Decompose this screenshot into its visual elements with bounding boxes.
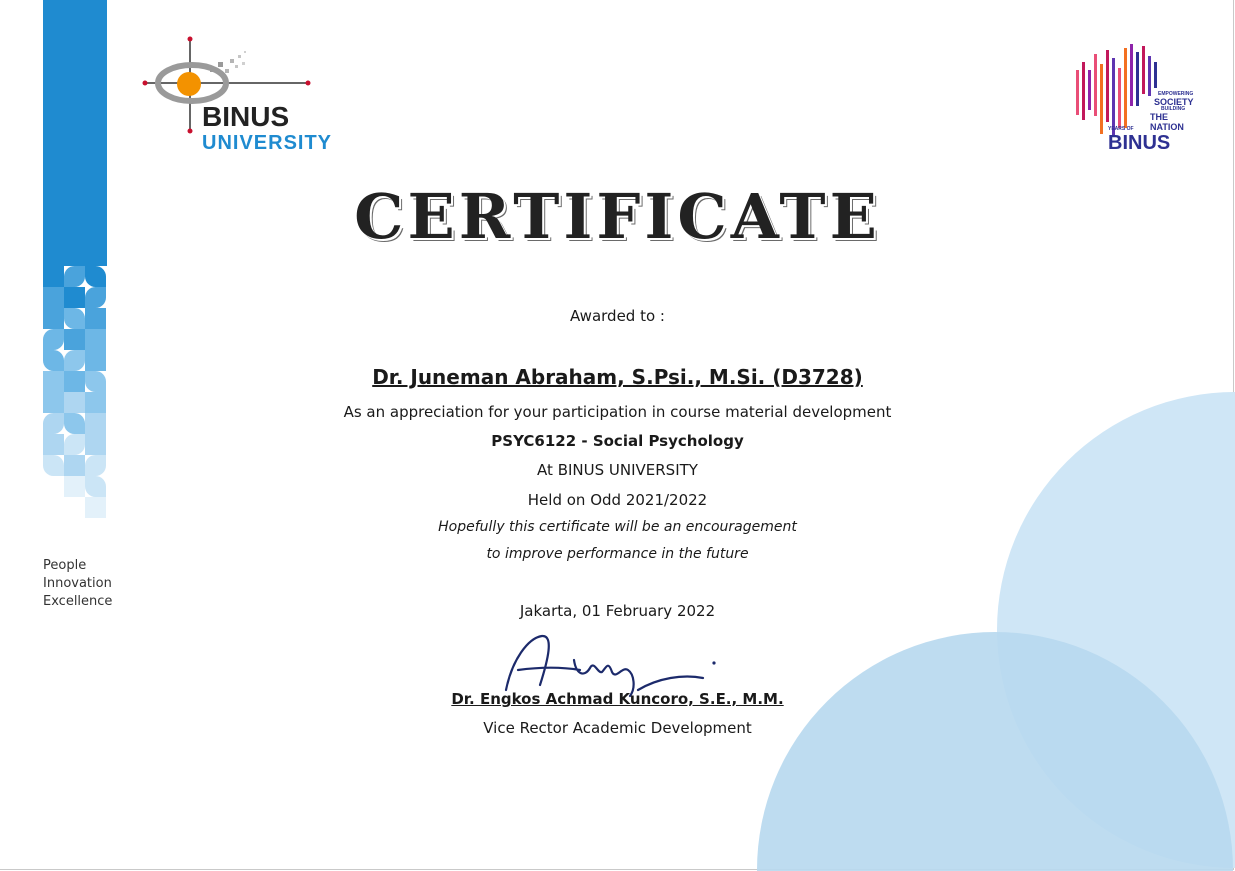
mosaic-tile xyxy=(64,287,85,308)
appreciation-text: As an appreciation for your participation in course material development xyxy=(343,403,892,421)
mosaic-tile xyxy=(43,329,64,350)
course-name: PSYC6122 - Social Psychology xyxy=(491,432,744,450)
mosaic-tile xyxy=(85,266,106,287)
encouragement-line-2: to improve performance in the future xyxy=(486,546,749,562)
anniv-the-nation: THE NATION xyxy=(1150,112,1184,132)
awarded-to-label: Awarded to : xyxy=(570,307,665,325)
anniversary-logo xyxy=(1072,40,1194,155)
tagline-innovation: Innovation xyxy=(43,576,112,591)
encouragement-line-1: Hopefully this certificate will be an encouragement xyxy=(438,519,797,535)
held-period: Held on Odd 2021/2022 xyxy=(527,491,708,509)
signer-name: Dr. Engkos Achmad Kuncoro, S.E., M.M. xyxy=(451,690,784,708)
anniv-years-of: YEARS OF xyxy=(1108,126,1134,132)
mosaic-tile xyxy=(64,329,85,350)
anniv-binus: BINUS xyxy=(1108,132,1171,154)
tagline-people: People xyxy=(43,558,87,573)
binus-university-logo xyxy=(140,35,340,155)
mosaic-tile xyxy=(43,266,64,287)
mosaic-tile xyxy=(64,266,85,287)
place-and-date: Jakarta, 01 February 2022 xyxy=(519,602,716,620)
mosaic-tile xyxy=(85,287,106,308)
university-wordmark: UNIVERSITY xyxy=(202,132,333,154)
anniv-society: SOCIETY xyxy=(1154,97,1194,107)
signer-title: Vice Rector Academic Development xyxy=(483,719,752,737)
mosaic-tile xyxy=(43,287,64,308)
anniv-empowering: EMPOWERING xyxy=(1158,91,1194,97)
binus-wordmark: BINUS xyxy=(202,101,290,132)
recipient-name: Dr. Juneman Abraham, S.Psi., M.Si. (D3728) xyxy=(372,365,863,389)
tagline-excellence: Excellence xyxy=(43,594,113,609)
certificate-title: CERTIFICATE xyxy=(354,180,881,253)
anniv-building: BUILDING xyxy=(1161,106,1186,112)
institution-text: At BINUS UNIVERSITY xyxy=(537,461,698,479)
mosaic-tile xyxy=(85,329,106,350)
